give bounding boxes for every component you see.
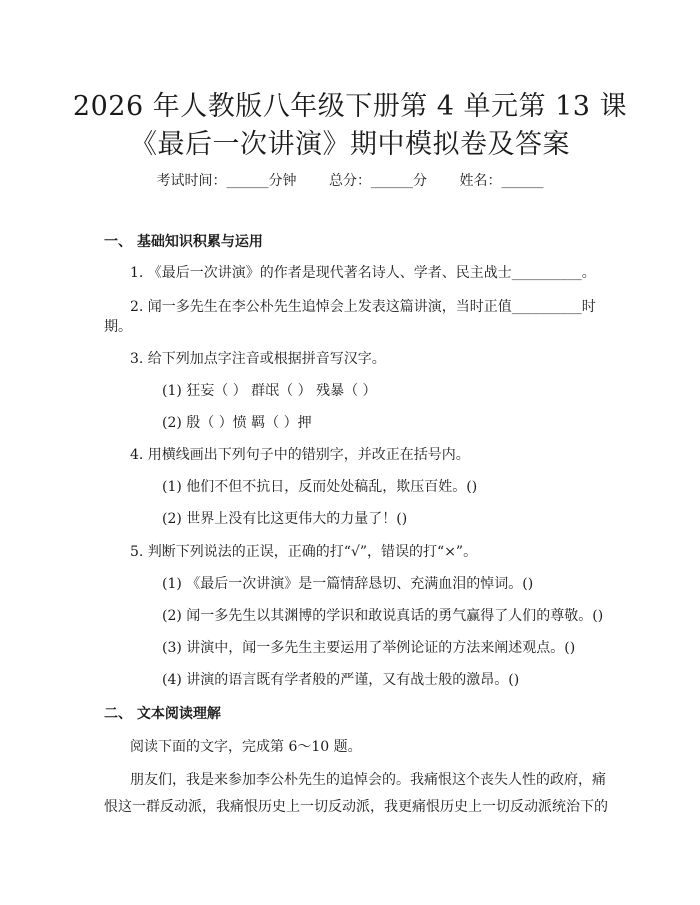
question-3-item-2: (2) 殷（ ）愤 羁（ ）押 xyxy=(162,415,312,431)
exam-meta xyxy=(0,170,700,190)
question-5-item-3: (3) 讲演中，闻一多先生主要运用了举例论证的方法来阐述观点。() xyxy=(162,640,576,656)
question-2-cont: 期。 xyxy=(104,319,132,335)
question-4-item-2: (2) 世界上没有比这更伟大的力量了！() xyxy=(162,511,408,527)
exam-score: 总分：______分 xyxy=(329,173,427,189)
reading-paragraph-line-1: 朋友们，我是来参加李公朴先生的追悼会的。我痛恨这个丧失人性的政府，痛 xyxy=(130,772,606,788)
question-1: 1. 《最后一次讲演》的作者是现代著名诗人、学者、民主战士__________。 xyxy=(130,265,596,281)
title-line-1: 2026 年人教版八年级下册第 4 单元第 13 课 xyxy=(72,91,628,122)
question-5-item-2: (2) 闻一多先生以其渊博的学识和敢说真话的勇气赢得了人们的尊敬。() xyxy=(162,608,604,624)
question-2: 2. 闻一多先生在李公朴先生追悼会上发表这篇讲演，当时正值__________时 xyxy=(130,299,596,315)
reading-paragraph-line-2: 恨这一群反动派，我痛恨历史上一切反动派，我更痛恨历史上一切反动派统治下的 xyxy=(104,799,608,815)
reading-instruction: 阅读下面的文字，完成第 6～10 题。 xyxy=(130,739,362,755)
question-4: 4. 用横线画出下列句子中的错别字，并改正在括号内。 xyxy=(130,447,470,463)
student-name: 姓名：______ xyxy=(459,173,544,189)
section-1-heading: 一、 基础知识积累与运用 xyxy=(104,234,263,250)
section-2-heading: 二、 文本阅读理解 xyxy=(104,706,221,722)
question-5: 5. 判断下列说法的正误，正确的打“√”，错误的打“×”。 xyxy=(130,544,478,560)
question-5-item-4: (4) 讲演的语言既有学者般的严谨，又有战士般的激昂。() xyxy=(162,672,520,688)
exam-time: 考试时间：______分钟 xyxy=(156,173,297,189)
question-5-item-1: (1) 《最后一次讲演》是一篇情辞恳切、充满血泪的悼词。() xyxy=(162,576,534,592)
question-3: 3. 给下列加点字注音或根据拼音写汉字。 xyxy=(130,351,386,367)
title-line-2: 《最后一次讲演》期中模拟卷及答案 xyxy=(130,129,570,160)
question-3-item-1: (1) 狂妄（ ） 群氓（ ） 残暴（ ） xyxy=(162,383,377,399)
question-4-item-1: (1) 他们不但不抗日，反而处处稿乱，欺压百姓。() xyxy=(162,479,478,495)
